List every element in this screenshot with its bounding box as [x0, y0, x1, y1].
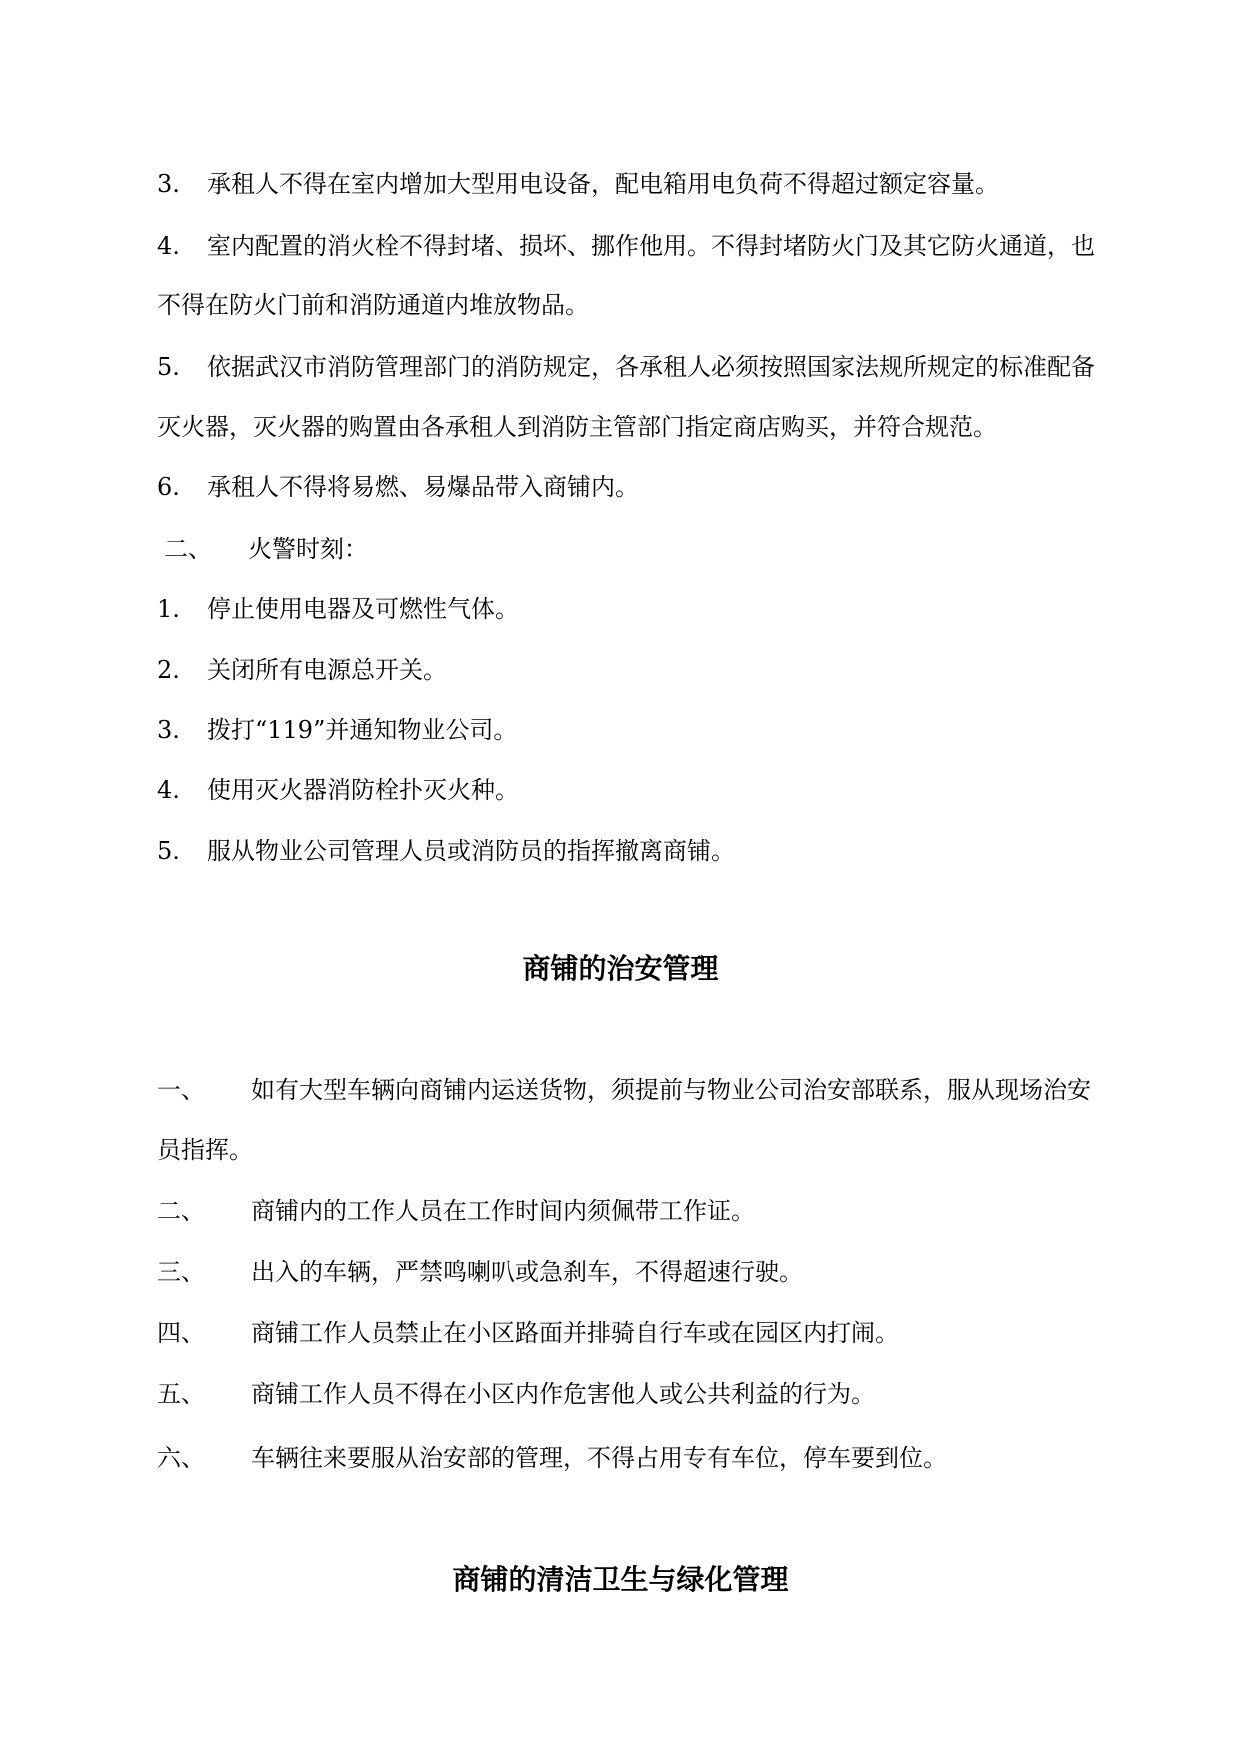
item-number: 5.: [157, 837, 180, 865]
item-number: 六、: [157, 1444, 205, 1472]
item-text: 不得在防火门前和消防通道内堆放物品。: [157, 291, 589, 319]
item-number: 5.: [157, 353, 180, 381]
fire-alarm-step: [157, 653, 1125, 687]
item-text: 关闭所有电源总开关。: [207, 656, 447, 684]
item-text: 室内配置的消火栓不得封堵、损坏、挪作他用。不得封堵防火门及其它防火通道，也: [207, 232, 1095, 260]
item-text: 商铺内的工作人员在工作时间内须佩带工作证。: [251, 1197, 755, 1225]
fire-rule-item: [157, 350, 1125, 384]
security-item: [157, 1441, 1125, 1475]
item-number: 一、: [157, 1076, 205, 1104]
security-item: [157, 1194, 1125, 1228]
item-number: 1.: [157, 595, 180, 623]
fire-rule-item-continuation: [157, 288, 1125, 322]
fire-rule-item: [157, 470, 1125, 504]
item-text: 服从物业公司管理人员或消防员的指挥撤离商铺。: [207, 837, 735, 865]
security-item: [157, 1255, 1125, 1289]
security-item: [157, 1073, 1125, 1107]
section-number: 二、: [164, 535, 212, 563]
cleaning-section-title: 商铺的清洁卫生与绿化管理: [452, 1563, 789, 1596]
item-number: 6.: [157, 473, 180, 501]
item-number: 三、: [157, 1258, 205, 1286]
security-item: [157, 1316, 1125, 1350]
item-text: 员指挥。: [157, 1136, 253, 1164]
item-text: 出入的车辆，严禁鸣喇叭或急刹车，不得超速行驶。: [251, 1258, 803, 1286]
item-text: 商铺工作人员不得在小区内作危害他人或公共利益的行为。: [251, 1380, 875, 1408]
item-number: 3.: [157, 716, 180, 744]
fire-alarm-step: [157, 592, 1125, 626]
item-text: 停止使用电器及可燃性气体。: [207, 595, 519, 623]
section-heading: [157, 532, 1125, 566]
item-text: 承租人不得将易燃、易爆品带入商铺内。: [207, 473, 639, 501]
item-number: 五、: [157, 1380, 205, 1408]
fire-rule-item-continuation: [157, 410, 1125, 444]
item-text: 依据武汉市消防管理部门的消防规定，各承租人必须按照国家法规所规定的标准配备: [207, 353, 1095, 381]
item-number: 4.: [157, 232, 180, 260]
security-section-title: 商铺的治安管理: [522, 952, 719, 985]
item-number: 二、: [157, 1197, 205, 1225]
fire-alarm-step: [157, 773, 1125, 807]
fire-rule-item: [157, 229, 1125, 263]
item-number: 四、: [157, 1319, 205, 1347]
item-text: 商铺工作人员禁止在小区路面并排骑自行车或在园区内打闹。: [251, 1319, 899, 1347]
item-text: 承租人不得在室内增加大型用电设备，配电箱用电负荷不得超过额定容量。: [207, 170, 999, 198]
item-text: 如有大型车辆向商铺内运送货物，须提前与物业公司治安部联系，服从现场治安: [251, 1076, 1091, 1104]
fire-rule-item: [157, 167, 1125, 201]
item-number: 4.: [157, 776, 180, 804]
fire-alarm-step: [157, 713, 1125, 747]
item-number: 2.: [157, 656, 180, 684]
fire-alarm-step: [157, 834, 1125, 868]
section-heading-text: 火警时刻：: [248, 535, 368, 563]
item-text: 拨打“119”并通知物业公司。: [207, 716, 518, 744]
item-text: 车辆往来要服从治安部的管理，不得占用专有车位，停车要到位。: [251, 1444, 947, 1472]
security-item-continuation: [157, 1133, 1125, 1167]
security-item: [157, 1377, 1125, 1411]
item-text: 灭火器，灭火器的购置由各承租人到消防主管部门指定商店购买，并符合规范。: [157, 413, 997, 441]
item-number: 3.: [157, 170, 180, 198]
item-text: 使用灭火器消防栓扑灭火种。: [207, 776, 519, 804]
